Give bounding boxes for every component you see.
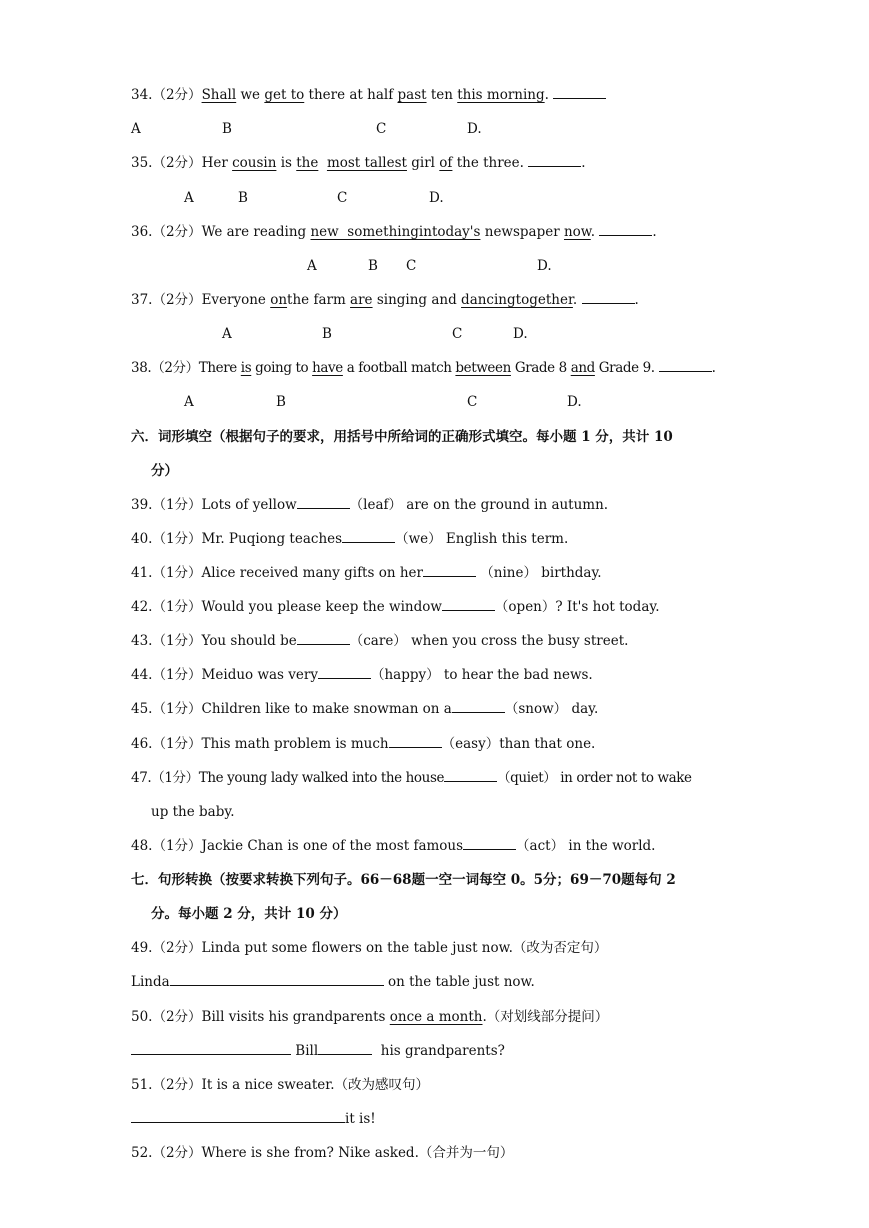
question-41: 41.（1分）Alice received many gifts on her （nine） birthday. [131,565,602,581]
question-34: 34.（2分）Shall we get to there at half past ten this morning. [131,86,606,104]
option-label: C [452,326,463,342]
option-label: C [467,394,478,410]
question-47-cont: up the baby. [151,804,235,820]
question-48: 48.（1分）Jackie Chan is one of the most famous （act） in the world. [131,838,656,854]
option-label: B [322,326,332,342]
section-7-heading-cont: 分。每小题 2 分，共计 10 分） [151,906,347,922]
option-label: A [131,121,141,137]
answer-blank[interactable] [342,530,395,543]
option-label: D. [513,326,528,342]
question-51: 51.（2分）It is a nice sweater.（改为感叹句） [131,1077,430,1093]
option-label: C [406,258,417,274]
question-43: 43.（1分）You should be （care） when you cross the busy street. [131,633,629,649]
answer-blank[interactable] [452,700,505,713]
question-50: 50.（2分）Bill visits his grandparents once a month.（对划线部分提问） [131,1009,609,1025]
option-label: D. [467,121,482,137]
answer-blank[interactable] [297,496,350,509]
option-label: B [238,190,248,206]
answer-blank[interactable] [659,359,712,372]
question-47: 47.（1分）The young lady walked into the house （quiet） in order not to wake [131,770,692,786]
option-label: B [222,121,232,137]
option-label: D. [429,190,444,206]
question-46: 46.（1分）This math problem is much （easy）than that one. [131,736,596,752]
question-39: 39.（1分）Lots of yellow （leaf） are on the ground in autumn. [131,497,609,513]
question-42: 42.（1分）Would you please keep the window （open）? It's hot today. [131,599,660,615]
answer-blank[interactable] [318,666,371,679]
question-37: 37.（2分）Everyone onthe farm are singing and dancingtogether. . [131,292,639,308]
answer-blank[interactable] [528,154,581,167]
section-6-heading-cont: 分） [151,463,178,479]
question-40: 40.（1分）Mr. Puqiong teaches （we） English this term. [131,531,569,547]
section-7-heading: 七．句形转换（按要求转换下列句子。66－68题一空一词每空 0。5分；69－70题每句 2 [131,872,676,888]
answer-blank[interactable] [170,973,384,986]
option-label: B [276,394,286,410]
option-label: D. [567,394,582,410]
option-label: C [337,190,348,206]
question-50-answer: Bill his grandparents? [131,1042,505,1060]
answer-blank[interactable] [389,735,442,748]
question-35: 35.（2分）Her cousin is the most tallest girl of the three. . [131,155,586,171]
answer-blank[interactable] [582,291,635,304]
section-6-heading: 六．词形填空（根据句子的要求，用括号中所给词的正确形式填空。每小题 1 分，共计 10 [131,429,673,445]
question-36: 36.（2分）We are reading new somethingintoday's newspaper now. . [131,224,657,240]
option-label: A [184,190,194,206]
option-label: A [222,326,232,342]
answer-blank[interactable] [423,564,476,577]
option-label: A [307,258,317,274]
option-label: D. [537,258,552,274]
question-44: 44.（1分）Meiduo was very （happy） to hear the bad news. [131,667,593,683]
answer-blank[interactable] [131,1042,291,1055]
answer-blank[interactable] [444,769,497,782]
option-label: A [184,394,194,410]
option-label: B [368,258,378,274]
question-52: 52.（2分）Where is she from? Nike asked.（合并为一句） [131,1145,514,1161]
answer-blank[interactable] [297,632,350,645]
question-51-answer: it is! [131,1110,376,1128]
answer-blank[interactable] [553,86,606,99]
option-label: C [376,121,387,137]
question-38: 38.（2分）There is going to have a football match between Grade 8 and Grade 9. . [131,360,716,376]
question-49-answer: Linda on the table just now. [131,974,535,990]
answer-blank[interactable] [131,1110,345,1123]
question-49: 49.（2分）Linda put some flowers on the table just now.（改为否定句） [131,940,608,956]
question-45: 45.（1分）Children like to make snowman on a （snow） day. [131,701,599,717]
answer-blank[interactable] [599,223,652,236]
answer-blank[interactable] [442,598,495,611]
answer-blank[interactable] [463,837,516,850]
answer-blank[interactable] [318,1042,372,1055]
